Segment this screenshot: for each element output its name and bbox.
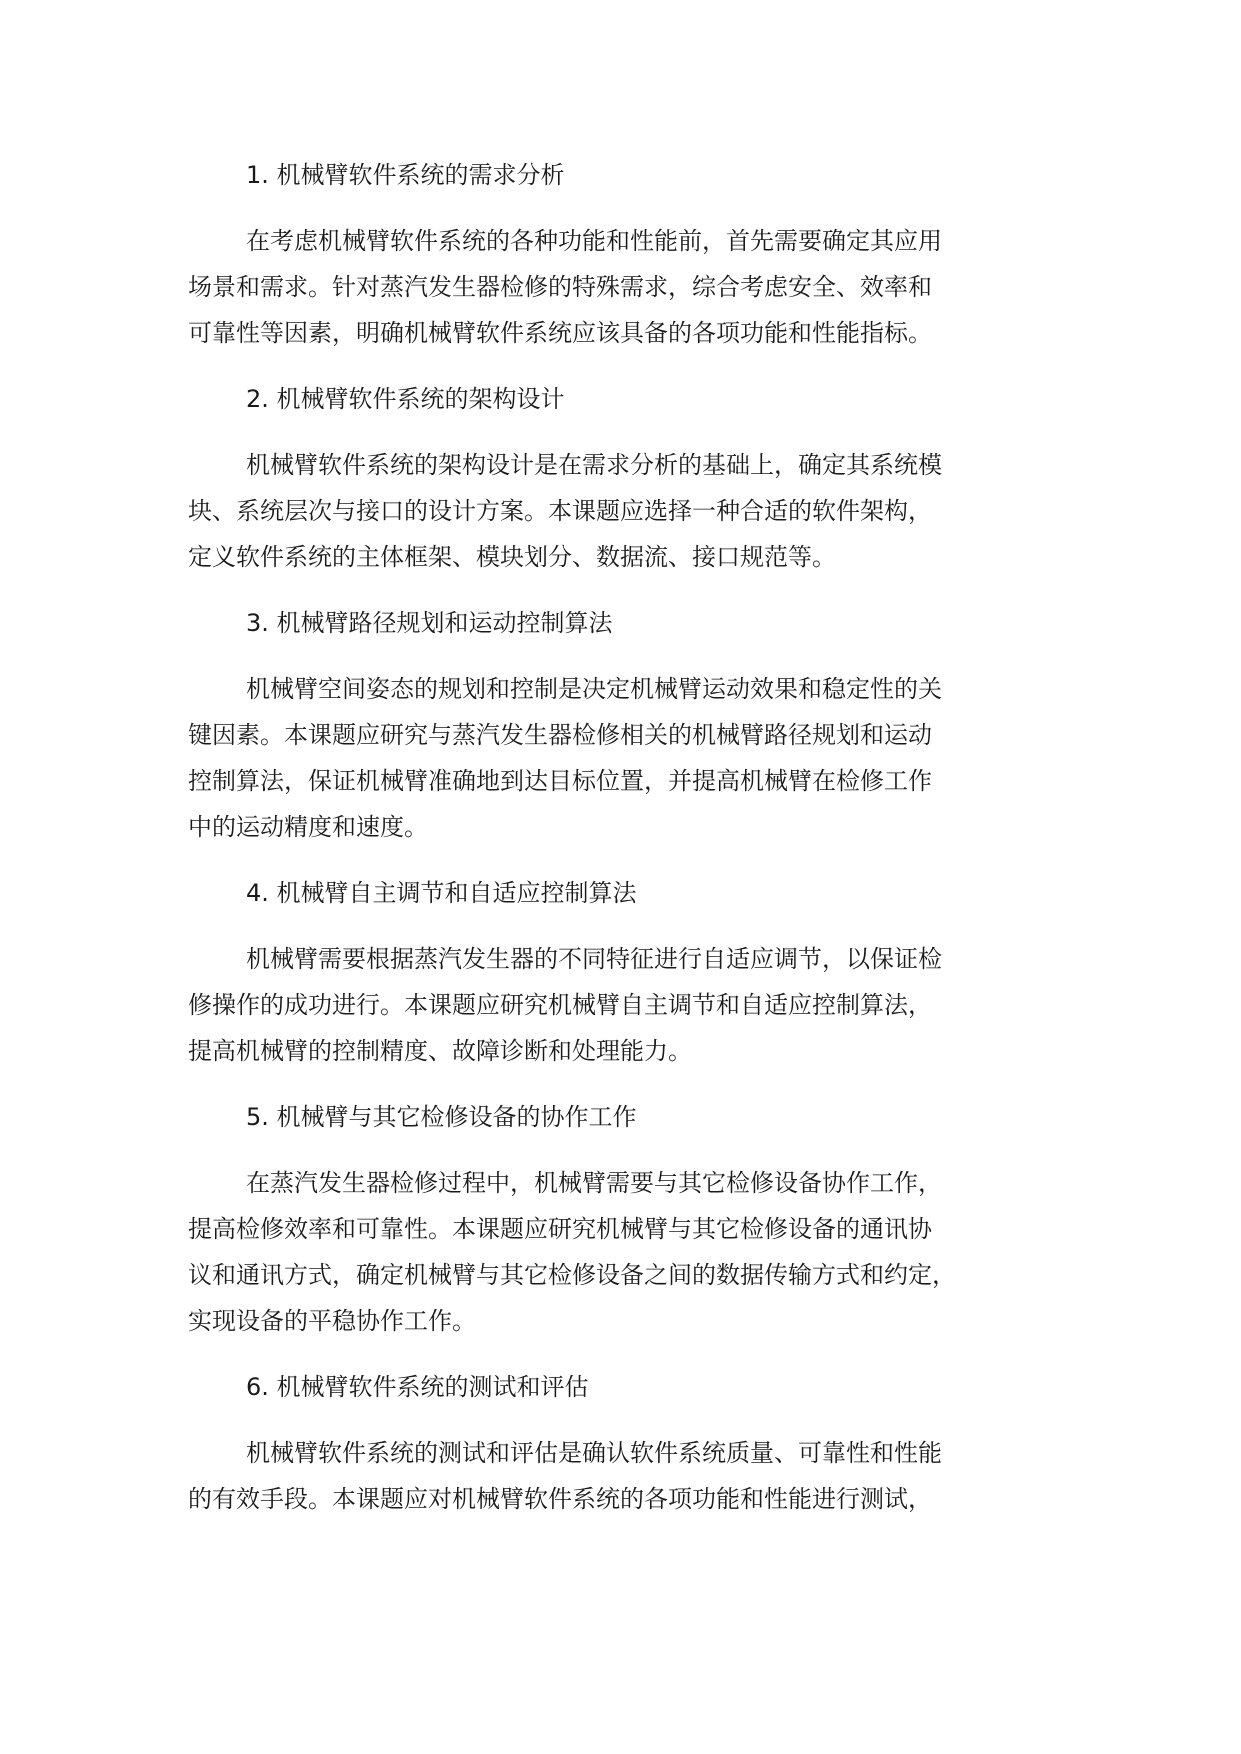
- paragraph-line: 机械臂需要根据蒸汽发生器的不同特征进行自适应调节，以保证检: [246, 945, 942, 973]
- paragraph-line: 定义软件系统的主体框架、模块划分、数据流、接口规范等。: [188, 543, 836, 571]
- paragraph-line: 机械臂软件系统的架构设计是在需求分析的基础上，确定其系统模: [246, 451, 942, 479]
- paragraph-line: 可靠性等因素，明确机械臂软件系统应该具备的各项功能和性能指标。: [188, 319, 932, 347]
- document-body: [188, 152, 1088, 1542]
- paragraph-line: 机械臂空间姿态的规划和控制是决定机械臂运动效果和稳定性的关: [246, 675, 942, 703]
- paragraph-line: 中的运动精度和速度。: [188, 813, 428, 841]
- section-paragraph-5: [188, 1160, 1088, 1344]
- paragraph-line: 的有效手段。本课题应对机械臂软件系统的各项功能和性能进行测试，: [188, 1485, 932, 1513]
- paragraph-line: 控制算法，保证机械臂准确地到达目标位置，并提高机械臂在检修工作: [188, 767, 932, 795]
- paragraph-line: 实现设备的平稳协作工作。: [188, 1307, 476, 1335]
- section-paragraph-6: [188, 1430, 1088, 1522]
- section-heading-6: 6. 机械臂软件系统的测试和评估: [246, 1373, 589, 1401]
- section-paragraph-4: [188, 936, 1088, 1074]
- paragraph-line: 块、系统层次与接口的设计方案。本课题应选择一种合适的软件架构，: [188, 497, 932, 525]
- paragraph-line: 在考虑机械臂软件系统的各种功能和性能前，首先需要确定其应用: [246, 227, 942, 255]
- paragraph-line: 机械臂软件系统的测试和评估是确认软件系统质量、可靠性和性能: [246, 1439, 942, 1467]
- paragraph-line: 提高机械臂的控制精度、故障诊断和处理能力。: [188, 1037, 692, 1065]
- paragraph-line: 修操作的成功进行。本课题应研究机械臂自主调节和自适应控制算法，: [188, 991, 932, 1019]
- section-heading-1: 1. 机械臂软件系统的需求分析: [246, 161, 565, 189]
- paragraph-line: 场景和需求。针对蒸汽发生器检修的特殊需求，综合考虑安全、效率和: [188, 273, 932, 301]
- section-paragraph-1: [188, 218, 1088, 356]
- paragraph-line: 键因素。本课题应研究与蒸汽发生器检修相关的机械臂路径规划和运动: [188, 721, 932, 749]
- paragraph-line: 议和通讯方式，确定机械臂与其它检修设备之间的数据传输方式和约定，: [188, 1261, 956, 1289]
- paragraph-line: 在蒸汽发生器检修过程中，机械臂需要与其它检修设备协作工作，: [246, 1169, 942, 1197]
- section-paragraph-2: [188, 442, 1088, 580]
- paragraph-line: 提高检修效率和可靠性。本课题应研究机械臂与其它检修设备的通讯协: [188, 1215, 932, 1243]
- section-heading-3: 3. 机械臂路径规划和运动控制算法: [246, 609, 613, 637]
- section-paragraph-3: [188, 666, 1088, 850]
- section-heading-4: 4. 机械臂自主调节和自适应控制算法: [246, 879, 637, 907]
- section-heading-2: 2. 机械臂软件系统的架构设计: [246, 385, 565, 413]
- section-heading-5: 5. 机械臂与其它检修设备的协作工作: [246, 1103, 637, 1131]
